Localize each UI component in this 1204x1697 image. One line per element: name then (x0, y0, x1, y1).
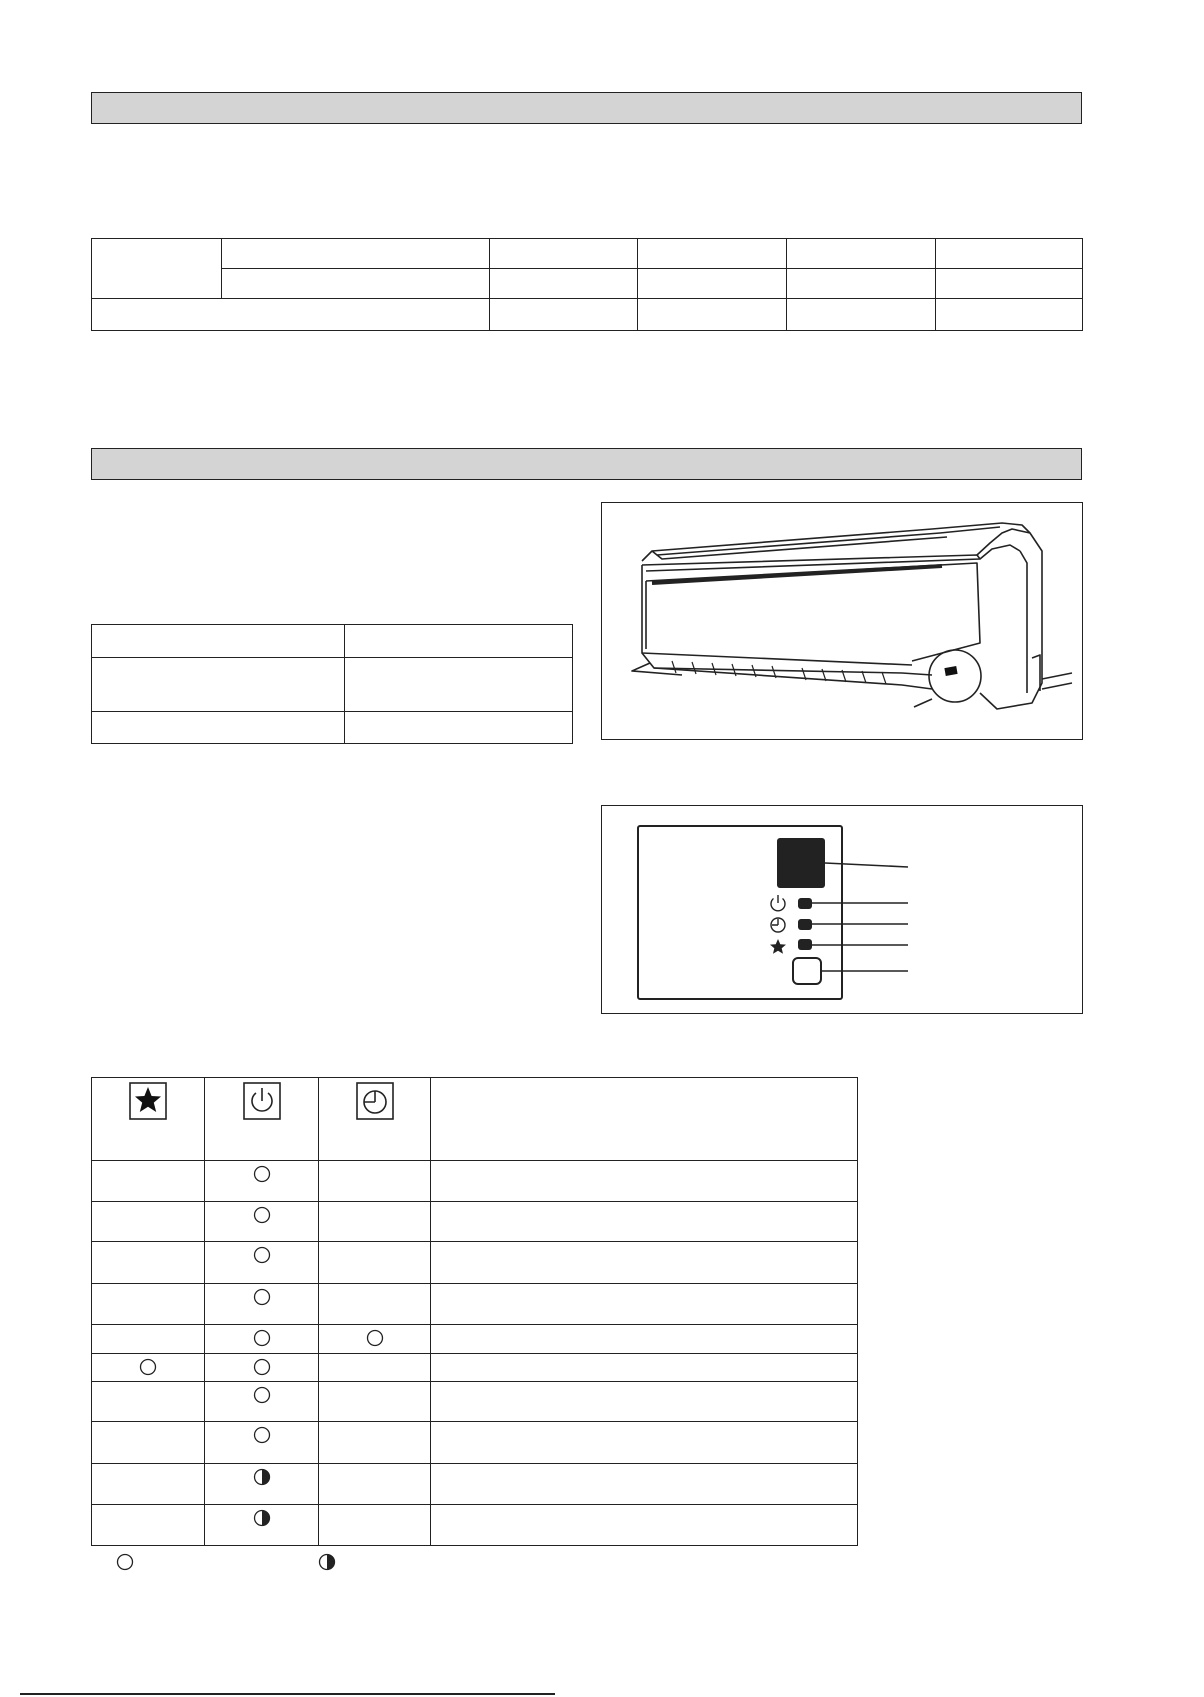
led-table-header-cell (431, 1078, 858, 1161)
lit-indicator-icon (253, 1165, 271, 1183)
led-power-cell (205, 1422, 319, 1464)
blink-indicator-icon (253, 1509, 271, 1527)
spec-table-cell (222, 269, 490, 299)
table-row (92, 1353, 858, 1381)
lit-indicator-icon (139, 1358, 157, 1376)
led-timer-cell (319, 1161, 431, 1202)
lit-indicator-icon (253, 1246, 271, 1264)
led-power-cell (205, 1283, 319, 1325)
power-icon (243, 1082, 281, 1120)
led-star-cell (92, 1242, 205, 1284)
led-status-table (91, 1077, 858, 1546)
spec-table (91, 238, 1083, 331)
table-row (92, 1381, 858, 1422)
led-timer-cell (319, 1463, 431, 1505)
led-description-cell (431, 1505, 858, 1546)
led-star-cell (92, 1161, 205, 1202)
small-table-cell (345, 712, 573, 744)
star-icon (129, 1082, 167, 1120)
small-table (91, 624, 573, 744)
spec-table-cell (92, 299, 490, 331)
spec-table-cell (638, 269, 787, 299)
small-table-cell (92, 712, 345, 744)
led-description-cell (431, 1325, 858, 1353)
indoor-unit-illustration (602, 503, 1082, 739)
led-power-cell (205, 1242, 319, 1284)
spec-table-cell (490, 269, 638, 299)
table-row (92, 1325, 858, 1353)
led-timer-cell (319, 1242, 431, 1284)
lit-indicator-icon (253, 1288, 271, 1306)
lit-indicator-icon (253, 1426, 271, 1444)
led-description-cell (431, 1381, 858, 1422)
led-power-cell (205, 1463, 319, 1505)
led-description-cell (431, 1242, 858, 1284)
spec-table-cell (638, 299, 787, 331)
spec-table-cell (490, 299, 638, 331)
led-description-cell (431, 1422, 858, 1464)
led-timer-cell (319, 1201, 431, 1242)
led-description-cell (431, 1201, 858, 1242)
led-star-cell (92, 1283, 205, 1325)
led-timer-cell (319, 1381, 431, 1422)
spec-table-cell (490, 239, 638, 269)
table-row (92, 1161, 858, 1202)
indicator-panel-illustration (602, 806, 1082, 1013)
lit-indicator-icon (253, 1358, 271, 1376)
small-table-cell (345, 625, 573, 658)
led-description-cell (431, 1353, 858, 1381)
led-timer-cell (319, 1325, 431, 1353)
led-description-cell (431, 1463, 858, 1505)
spec-table-cell (638, 239, 787, 269)
legend-blink-icon (318, 1553, 336, 1571)
led-star-cell (92, 1325, 205, 1353)
led-power-cell (205, 1505, 319, 1546)
led-star-cell (92, 1463, 205, 1505)
lit-indicator-icon (253, 1206, 271, 1224)
lit-indicator-icon (366, 1329, 384, 1347)
led-power-cell (205, 1201, 319, 1242)
section-header-1 (91, 92, 1082, 124)
led-power-cell (205, 1353, 319, 1381)
footer-rule (20, 1693, 555, 1695)
led-power-cell (205, 1381, 319, 1422)
led-power-cell (205, 1325, 319, 1353)
spec-table-cell (936, 299, 1083, 331)
timer-icon (356, 1082, 394, 1120)
table-row (92, 1201, 858, 1242)
led-star-cell (92, 1381, 205, 1422)
spec-table-cell (787, 299, 936, 331)
led-timer-cell (319, 1283, 431, 1325)
indicator-panel-figure (601, 805, 1083, 1014)
small-table-cell (345, 658, 573, 712)
small-table-cell (92, 658, 345, 712)
blink-indicator-icon (253, 1468, 271, 1486)
legend-lit-icon (116, 1553, 134, 1571)
led-table-header-cell (205, 1078, 319, 1161)
led-timer-cell (319, 1422, 431, 1464)
led-description-cell (431, 1161, 858, 1202)
led-power-cell (205, 1161, 319, 1202)
indoor-unit-figure (601, 502, 1083, 740)
table-row (92, 1463, 858, 1505)
led-star-cell (92, 1422, 205, 1464)
spec-table-cell (92, 239, 222, 299)
table-row (92, 1505, 858, 1546)
led-table-header-cell (92, 1078, 205, 1161)
spec-table-cell (936, 239, 1083, 269)
spec-table-cell (936, 269, 1083, 299)
section-header-2 (91, 448, 1082, 480)
lit-indicator-icon (253, 1386, 271, 1404)
led-description-cell (431, 1283, 858, 1325)
table-row (92, 1283, 858, 1325)
led-timer-cell (319, 1353, 431, 1381)
led-table-header-cell (319, 1078, 431, 1161)
small-table-cell (92, 625, 345, 658)
table-row (92, 1242, 858, 1284)
led-star-cell (92, 1505, 205, 1546)
spec-table-cell (787, 269, 936, 299)
led-timer-cell (319, 1505, 431, 1546)
spec-table-cell (222, 239, 490, 269)
spec-table-cell (787, 239, 936, 269)
led-star-cell (92, 1201, 205, 1242)
led-star-cell (92, 1353, 205, 1381)
table-row (92, 1422, 858, 1464)
lit-indicator-icon (253, 1329, 271, 1347)
